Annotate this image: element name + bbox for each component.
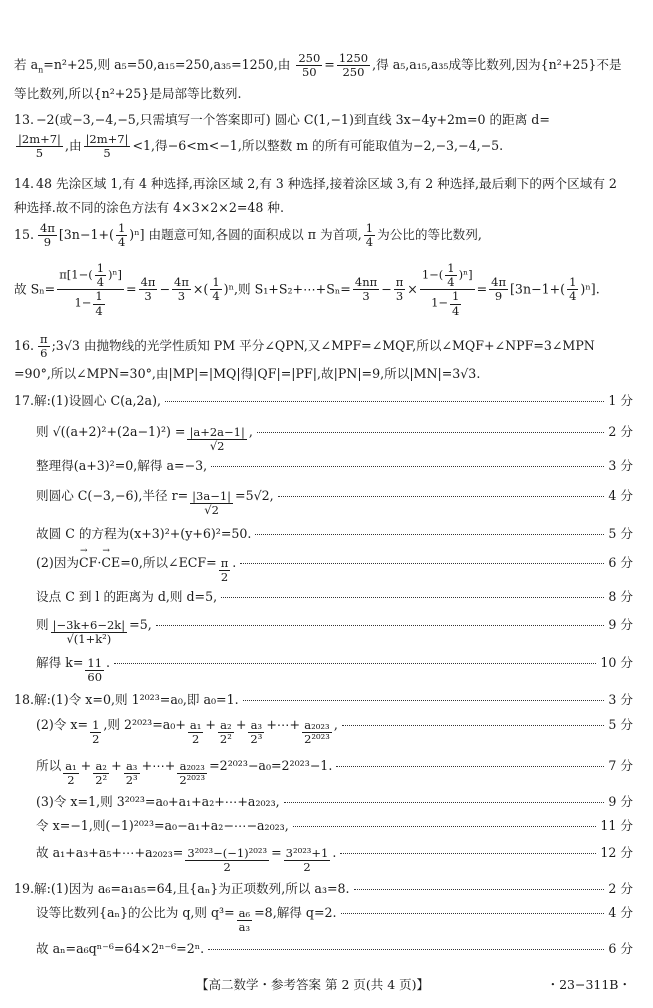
answer-13-cont: $\frac{|2m+7|}{5}$ ,由 $\frac{|2m+7|}{5}$ <1,得−6<m<−1,所以整数 m 的所有可能取值为−2,−3,−4,−5.	[18, 132, 504, 161]
line-12-cont2: 等比数列,所以{n²+25}是局部等比数列.	[14, 86, 242, 101]
answer-17-step2: 则 √((a+2)²+(2a−1)²) = $\frac{|a+2a-1|}{√2}$ , 2 分	[36, 424, 633, 454]
answer-17-step6: (2)因为 → CF · → CE =0,所以∠ECF= $\frac{\pi}{2}$ . 6 分	[36, 556, 633, 584]
answer-17-step3: 整理得(a+3)²=0,解得 a=−3, 3 分	[36, 458, 633, 473]
answer-19-step1: 19.解:(1)因为 a₆=a₁a₅=64,且{aₙ}为正项数列,所以 a₃=8. 2 分	[14, 881, 633, 896]
answer-19-step2: 设等比数列{aₙ}的公比为 q,则 q³= $\frac{\text{a₆}}{\text{a₃}}$ =8,解得 q=2. 4 分	[36, 905, 633, 935]
answer-13: 13. −2(或−3,−4,−5,只需填写一个答案即可) 圆心 C(1,−1)到直线 3x−4y+2m=0 的距离 d=	[14, 112, 550, 127]
answer-14: 14. 48 先涂区域 1,有 4 种选择,再涂区域 2,有 3 种选择,接着涂区域 3,有 2 种选择,最后剩下的两个区域有 2	[14, 176, 617, 191]
answer-18-step6: 故 a₁+a₃+a₅+⋯+a₂₀₂₃= $\frac{\text{3²⁰²³−(−1)²⁰²³}}{2}$ = $\frac{\text{3²⁰²³+1}}{2}$ . 12 分	[36, 845, 633, 875]
footer-code: ・23−311B・	[546, 977, 631, 992]
answer-18-step3: 所以 $\frac{\text{a₁}}{2}$ + $\frac{\text{a₂}}{\text{2²}}$ + $\frac{\text{a₃}}{\text{2³}}$ +⋯+ $\frac{\text{a₂₀₂₃}}{\text{2²⁰²³}}$ =2²⁰²³−a₀=2²⁰²³−1. 7 分	[36, 758, 633, 788]
footer-center: 【高二数学・参考答案 第 2 页(共 4 页)】	[196, 977, 430, 992]
answer-18-step2: (2)令 x= $\frac{1}{2}$ ,则 2²⁰²³=a₀+ $\frac{\text{a₁}}{2}$ + $\frac{\text{a₂}}{\text{2²}}$ + $\frac{\text{a₃}}{\text{2³}}$ +⋯+ $\frac{\text{a₂₀₂₃}}{\text{2²⁰²³}}$ , 5 分	[36, 717, 633, 747]
answer-18-step5: 令 x=−1,则(−1)²⁰²³=a₀−a₁+a₂−⋯−a₂₀₂₃, 11 分	[36, 818, 633, 833]
answer-18-step1: 18.解:(1)令 x=0,则 1²⁰²³=a₀,即 a₀=1. 3 分	[14, 692, 633, 707]
fraction: $\frac{250}{50}$	[298, 51, 321, 80]
answer-17-step9: 解得 k= $\frac{11}{60}$ . 10 分	[36, 655, 633, 685]
answer-19-step3: 故 aₙ=a₆qⁿ⁻⁶=64×2ⁿ⁻⁶=2ⁿ. 6 分	[36, 941, 633, 956]
answer-16-cont: =90°,所以∠MPN=30°,由|MP|=|MQ|得|QF|=|PF|,故|PN|=9,所以|MN|=3√3.	[14, 366, 481, 381]
answer-15-cont: 故 Sₙ= π[1−( $\frac{1}{4}$ )ⁿ] 1− $\frac{1}{4}$ = $\frac{4\pi}{3}$ − $\frac{4\pi}{3}$ ×( $\frac{1}{4}$ )ⁿ,则 S₁+S₂+⋯+Sₙ= $\frac{4n\pi}{3}$ − $\frac{\pi}{3}$ × 1−( $\frac{1}{4}$ )ⁿ] 1− $\frac{1}{4}$ = $\frac{4\pi}{9}$ [3n−1+( $\frac{1}{4}$ )ⁿ].	[14, 261, 600, 318]
answer-15: 15. $\frac{4\pi}{9}$ [3n−1+( $\frac{1}{4}$ )ⁿ] 由题意可知,各圆的面积成以 π 为首项, $\frac{1}{4}$ 为公比的等比数列,	[14, 221, 482, 250]
answer-17-step1: 17.解:(1)设圆心 C(a,2a), 1 分	[14, 393, 633, 408]
answer-17-step5: 故圆 C 的方程为(x+3)²+(y+6)²=50. 5 分	[36, 526, 633, 541]
answer-16: 16. $\frac{\pi}{6}$ ;3√3 由抛物线的光学性质知 PM 平分∠QPN,又∠MPF=∠MQF,所以∠MQF+∠NPF=3∠MPN	[14, 332, 595, 361]
line-12-cont: 若 $a_n=n^2+25$,则 a₅=50,a₁₅=250,a₃₅=1250,由 $\frac{250}{50}$ = $\frac{1250}{250}$ ,得 a₅,a₁₅,a₃₅成等比数列,因为{n²+25}不是	[14, 51, 622, 80]
answer-18-step4: (3)令 x=1,则 3²⁰²³=a₀+a₁+a₂+⋯+a₂₀₂₃, 9 分	[36, 794, 633, 809]
answer-17-step4: 则圆心 C(−3,−6),半径 r= $\frac{|3a-1|}{√2}$ =5√2, 4 分	[36, 488, 633, 518]
fraction: $\frac{1250}{250}$	[338, 51, 369, 80]
answer-14-cont: 种选择.故不同的涂色方法有 4×3×2×2=48 种.	[14, 200, 285, 215]
answer-17-step7: 设点 C 到 l 的距离为 d,则 d=5, 8 分	[36, 589, 633, 604]
answer-17-step8: 则 $\frac{|-3k+6-2k|}{\text{√(1+k²)}}$ =5, 9 分	[36, 617, 633, 647]
